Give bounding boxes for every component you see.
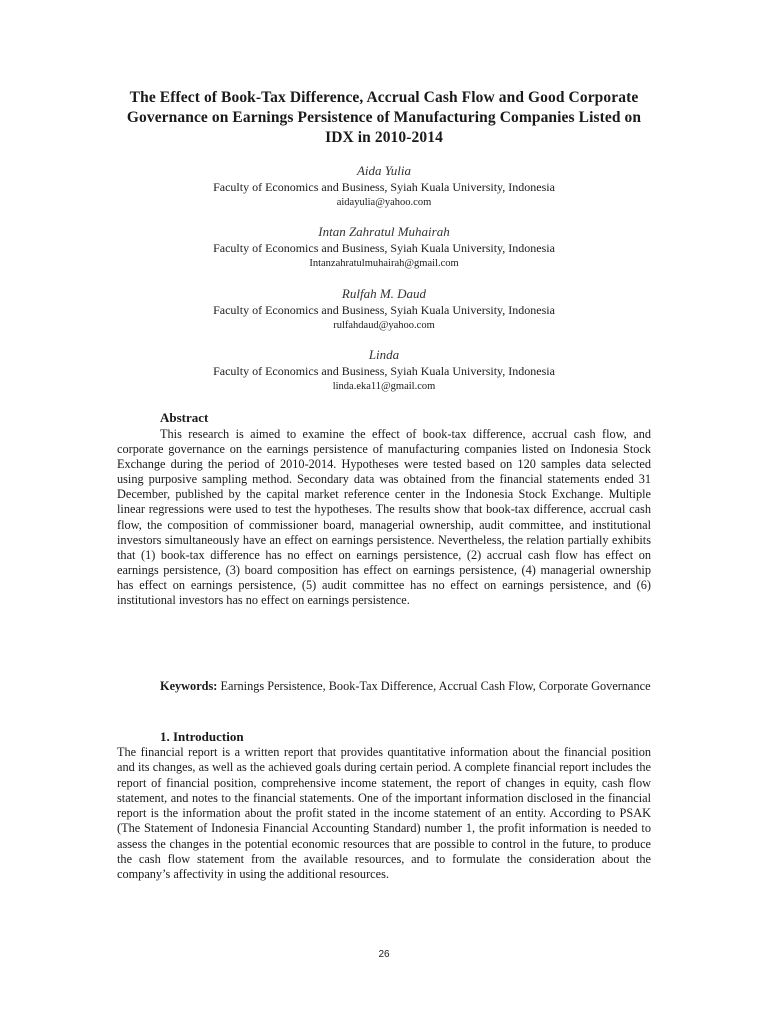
author-affiliation: Faculty of Economics and Business, Syiah Kuala University, Indonesia <box>213 180 555 194</box>
author-name: Rulfah M. Daud <box>341 286 427 301</box>
abstract-body: This research is aimed to examine the effect of book-tax difference, accrual cash flow, and corporate governance on the earnings persistence of manufacturing companies listed on Indonesia Stock Exchange during the period of 2010-2014. Hypotheses were tested based on 120 samples data selected using purposive sampling method. Secondary data was obtained from the financial statements ended 31 December, published by the capital market reference center in the Indonesia Stock Exchange. Multiple linear regressions were used to test the hypotheses. The results show that book-tax difference, accrual cash flow, the composition of commissioner board, managerial ownership, audit committee, and institutional investors simultaneously have an effect on earnings persistence. Nevertheless, the relation partially exhibits that (1) book-tax difference has no effect on earnings persistence, (2) accrual cash flow has effect on earnings persistence, (3) board composition has effect on earnings persistence, (4) managerial ownership has effect on earnings persistence, (5) audit committee has no effect on earnings persistence, and (6) institutional investors has no effect on earnings persistence. <box>117 427 651 608</box>
paper-title: The Effect of Book-Tax Difference, Accrual Cash Flow and Good Corporate Governance on Earnings Persistence of Manufacturing Companies Listed on IDX in 2010-2014 <box>126 89 642 146</box>
author-affiliation: Faculty of Economics and Business, Syiah Kuala University, Indonesia <box>213 303 555 317</box>
author-name: Linda <box>368 347 400 362</box>
author-name: Intan Zahratul Muhairah <box>318 224 450 239</box>
author-email: rulfahdaud@yahoo.com <box>333 320 435 331</box>
keywords <box>160 679 651 695</box>
keywords-text: Earnings Persistence, Book-Tax Difference, Accrual Cash Flow, Corporate Governance <box>220 679 651 693</box>
author-email: linda.eka11@gmail.com <box>332 381 436 392</box>
author-block <box>118 163 650 210</box>
author-block <box>118 224 650 271</box>
keywords-label: Keywords: <box>160 679 218 693</box>
author-affiliation: Faculty of Economics and Business, Syiah Kuala University, Indonesia <box>213 241 555 255</box>
section-heading-introduction: 1. Introduction <box>160 729 244 744</box>
author-block <box>118 347 650 394</box>
author-email: aidayulia@yahoo.com <box>336 197 432 208</box>
page-number: 26 <box>378 949 390 960</box>
author-affiliation: Faculty of Economics and Business, Syiah Kuala University, Indonesia <box>213 364 555 378</box>
author-email: Intanzahratulmuhairah@gmail.com <box>309 258 459 269</box>
author-name: Aida Yulia <box>356 163 412 178</box>
author-block <box>118 286 650 333</box>
introduction-body: The financial report is a written report that provides quantitative information about the financial position and its changes, as well as the achieved goals during certain period. A complete financial report includes the report of financial position, comprehensive income statement, the report of changes in equity, cash flow statement, and notes to the financial statements. One of the important information disclosed in the financial report is the information about the profit stated in the income statement of an entity. According to PSAK (The Statement of Indonesia Financial Accounting Standard) number 1, the profit information is needed to assess the changes in the potential economic resources that are possible to control in the future, to produce the cash flow statement from the available resources, and to formulate the consideration about the company’s affectivity in using the additional resources. <box>117 745 651 882</box>
abstract-heading: Abstract <box>160 410 209 425</box>
